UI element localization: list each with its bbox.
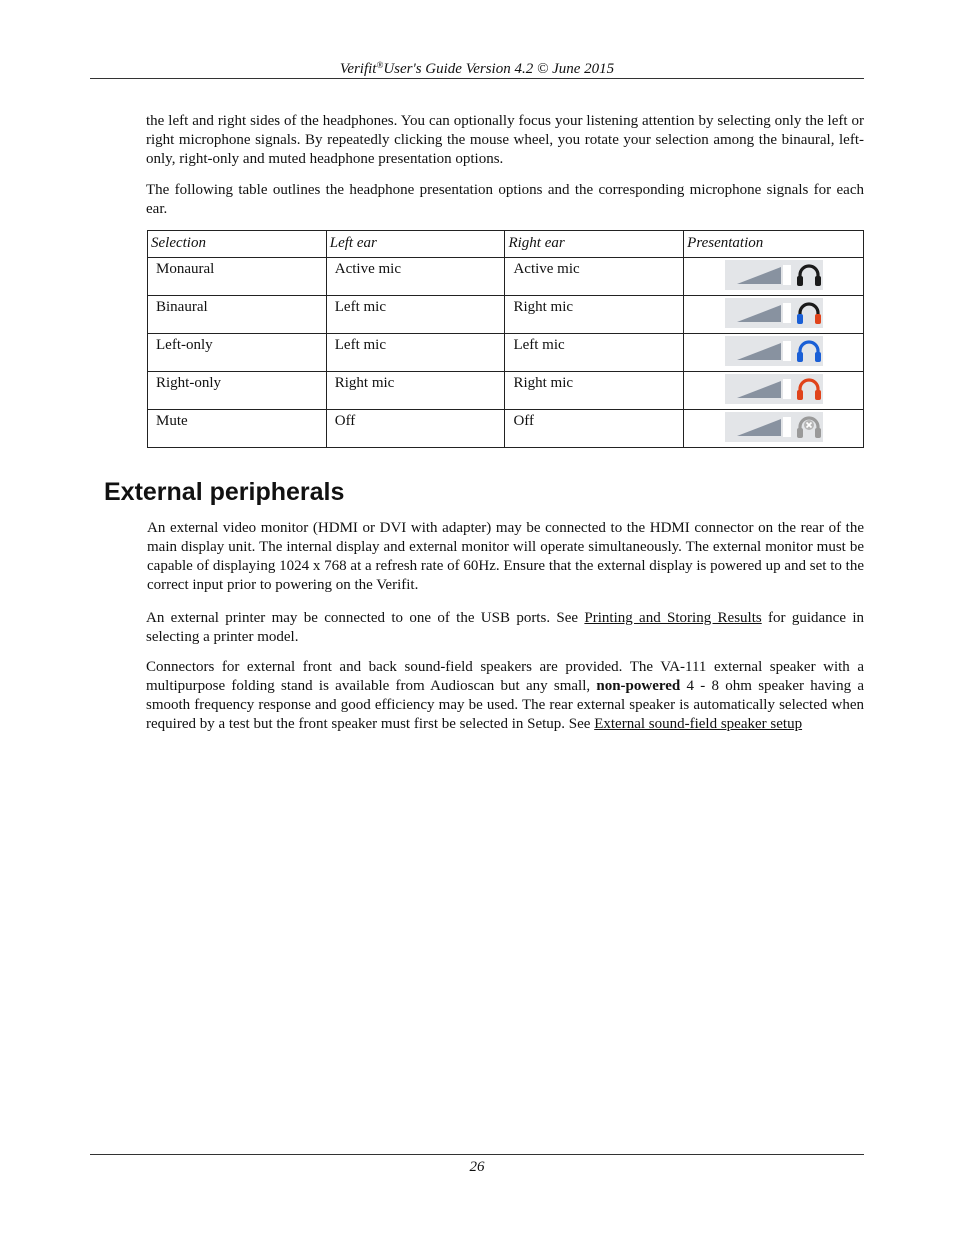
column-header-selection: Selection	[148, 231, 327, 258]
footer-rule	[90, 1154, 864, 1155]
cell-selection: Monaural	[148, 258, 327, 296]
headphones-muted-icon	[725, 412, 823, 442]
cell-left-ear: Active mic	[326, 258, 505, 296]
column-header-right-ear: Right ear	[505, 231, 684, 258]
cell-left-ear: Right mic	[326, 372, 505, 410]
table-row	[148, 334, 864, 372]
cell-selection: Left-only	[148, 334, 327, 372]
column-header-left-ear: Left ear	[326, 231, 505, 258]
table-header-row	[148, 231, 864, 258]
cell-right-ear: Active mic	[505, 258, 684, 296]
section-heading: External peripherals	[104, 478, 345, 506]
monitor-paragraph: An external video monitor (HDMI or DVI with adapter) may be connected to the HDMI connector on the rear of the main display unit. The internal display and external monitor will operate simultaneously. The external monitor must be capable of displaying 1024 x 768 at a refresh rate of 60Hz. Ensure that the external display is powered up and set to the correct input prior to powering on the Verifit.	[147, 520, 864, 593]
headphones-red-icon	[725, 374, 823, 404]
page-number: 26	[469, 1159, 485, 1175]
cell-left-ear: Off	[326, 410, 505, 448]
speaker-paragraph	[146, 658, 864, 734]
header-rule	[90, 78, 864, 79]
table-row	[148, 296, 864, 334]
speaker-setup-link[interactable]: External sound-field speaker setup	[594, 716, 803, 732]
printing-results-link[interactable]: Printing and Storing Results	[584, 610, 762, 626]
headphones-blue-red-icon	[725, 298, 823, 328]
cell-right-ear: Right mic	[505, 296, 684, 334]
table-row	[148, 410, 864, 448]
cell-selection: Mute	[148, 410, 327, 448]
cell-selection: Right-only	[148, 372, 327, 410]
cell-left-ear: Left mic	[326, 296, 505, 334]
cell-right-ear: Off	[505, 410, 684, 448]
table-row	[148, 372, 864, 410]
cell-presentation	[684, 258, 864, 296]
cell-presentation	[684, 334, 864, 372]
speaker-text-before: Connectors for external front and back sound-field speakers are provided. The VA-111 external speaker with a multipurpose folding stand is available from Audioscan but any small,	[146, 659, 864, 694]
header-brand: Verifit	[339, 61, 377, 77]
header-title: User's Guide Version 4.2 © June 2015	[383, 61, 615, 77]
cell-right-ear: Left mic	[505, 334, 684, 372]
printer-text-before: An external printer may be connected to one of the USB ports. See	[146, 610, 585, 626]
speaker-text-after: 4 - 8 ohm speaker having a smooth frequency response and good efficiency may be used. The rear external speaker is automatically selected when required by a test but the front speaker must first be selected in Setup. See	[146, 678, 864, 732]
cell-presentation	[684, 372, 864, 410]
cell-selection: Binaural	[148, 296, 327, 334]
column-header-presentation: Presentation	[684, 231, 864, 258]
cell-left-ear: Left mic	[326, 334, 505, 372]
page-header	[90, 56, 864, 78]
table-row	[148, 258, 864, 296]
intro-paragraph-1: the left and right sides of the headphones. You can optionally focus your listening attention by selecting only the left or right microphone signals. By repeatedly clicking the mouse wheel, you rotate your selection among the binaural, left-only, right-only and muted headphone presentation options.	[146, 113, 864, 167]
intro-paragraph-2: The following table outlines the headphone presentation options and the corresponding microphone signals for each ear.	[146, 182, 864, 217]
cell-presentation	[684, 296, 864, 334]
cell-right-ear: Right mic	[505, 372, 684, 410]
non-powered-emphasis: non-powered	[596, 678, 681, 694]
headphones-black-icon	[725, 260, 823, 290]
registered-mark: ®	[376, 60, 384, 70]
printer-paragraph	[146, 609, 864, 647]
cell-presentation	[684, 410, 864, 448]
presentation-options-table	[147, 230, 864, 448]
printer-text-after: for guidance in selecting a printer model.	[146, 610, 864, 645]
headphones-blue-icon	[725, 336, 823, 366]
